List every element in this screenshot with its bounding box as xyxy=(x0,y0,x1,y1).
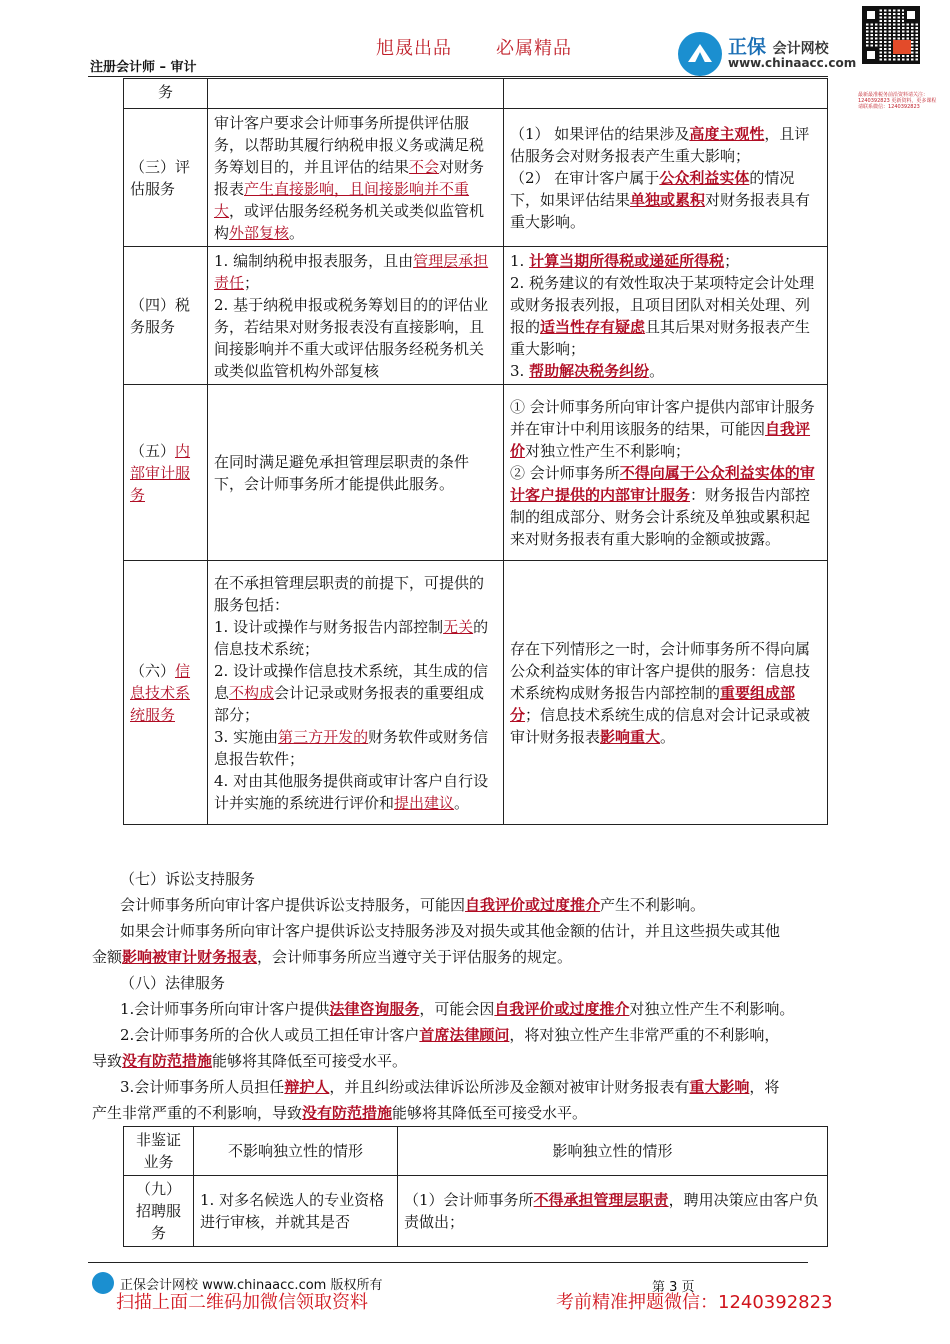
text-segment: （六） xyxy=(130,661,176,680)
text-segment: 会计记录或财务报表的重要组成部分； xyxy=(214,683,485,724)
highlight-keyword: 帮助解决税务纠纷 xyxy=(529,361,650,380)
cell-paragraph xyxy=(510,272,821,360)
body-line xyxy=(92,1100,832,1126)
service-label: 务 xyxy=(124,79,208,109)
highlight-keyword: 无关 xyxy=(443,617,474,636)
body-line xyxy=(92,970,832,996)
slogan-right: 必属精品 xyxy=(496,38,572,59)
footer-copyright: 正保会计网校 www.chinaacc.com 版权所有 xyxy=(120,1278,383,1293)
cell-paragraph xyxy=(214,451,497,495)
text-segment: （七）诉讼支持服务 xyxy=(120,870,256,888)
no-impact-cell xyxy=(208,79,504,109)
row-impact xyxy=(398,1176,828,1247)
table-row xyxy=(124,385,828,561)
header-slogan xyxy=(376,34,616,60)
body-line xyxy=(92,918,832,944)
table-row xyxy=(124,561,828,825)
row-no-impact xyxy=(194,1176,398,1247)
text-segment: 2. 税务建议的有效性取决于某项特定会计处理或财务报表列报，且项目团队对相关处理、列报的 xyxy=(510,273,815,336)
cell-paragraph xyxy=(214,660,497,726)
text-segment: 对独立性产生不利影响。 xyxy=(629,1000,795,1018)
text-segment: ，将 xyxy=(749,1078,780,1096)
services-table xyxy=(123,78,828,825)
text-segment: ，将对独立性产生非常严重的不利影响， xyxy=(509,1026,780,1044)
doc-title: 注册会计师 – 审计 xyxy=(90,60,197,75)
body-line xyxy=(92,1048,832,1074)
highlight-keyword: 没有防范措施 xyxy=(122,1052,213,1070)
table-header-row xyxy=(124,1127,828,1176)
highlight-keyword: 单独或累积 xyxy=(630,190,706,209)
text-segment: （五） xyxy=(130,441,176,460)
slogan-left: 旭晟出品 xyxy=(376,38,452,59)
no-impact-cell xyxy=(208,385,504,561)
cell-paragraph xyxy=(214,112,497,244)
body-line xyxy=(92,944,832,970)
text-segment: 如果会计师事务所向审计客户提供诉讼支持服务涉及对损失或其他金额的估计，并且这些损失或其他 xyxy=(120,922,781,940)
brand-url: www.chinaacc.com xyxy=(728,56,857,70)
cell-paragraph xyxy=(510,167,821,233)
qr-logo-badge-icon xyxy=(893,40,911,54)
text-segment: 审计客户要求会计师事务所提供评估服务，以帮助其履行纳税申报义务或满足税务筹划目的，并且评估的结果 xyxy=(214,113,485,176)
highlight-keyword: 自我评价或过度推介 xyxy=(494,1000,630,1018)
text-segment: 1. 编制纳税申报表服务，且由 xyxy=(214,251,414,270)
header-cell: 不影响独立性的情形 xyxy=(194,1127,398,1176)
service-label-text: （三）评估服务 xyxy=(130,157,191,198)
cell-paragraph xyxy=(214,770,497,814)
text-segment: 财务软件或财务信息报告软件； xyxy=(214,727,489,768)
text-segment: （八）法律服务 xyxy=(120,974,226,992)
cell-paragraph xyxy=(510,123,821,167)
text-segment: 2. 基于纳税申报或税务筹划目的的评估业务，若结果对财务报表没有直接影响，且间接影响并不重大或评估服务经税务机关或类似监管机构外部复核 xyxy=(214,295,489,380)
impact-cell xyxy=(504,561,828,825)
highlight-keyword: 提出建议 xyxy=(394,793,455,812)
text-segment: 1. xyxy=(510,251,530,270)
body-line xyxy=(92,1074,832,1100)
table-row xyxy=(124,1176,828,1247)
cell-paragraph xyxy=(404,1189,821,1233)
text-segment: 产生非常严重的不利影响，导致 xyxy=(92,1104,303,1122)
service-label xyxy=(124,247,208,385)
text-segment: ：财务报告内部控制的组成部分、财务会计系统及单独或累积起来对财务报表有重大影响的金额或披露。 xyxy=(510,485,811,548)
no-impact-cell xyxy=(208,109,504,247)
text-segment: 2.会计师事务所的合伙人或员工担任审计客户 xyxy=(120,1026,420,1044)
impact-cell xyxy=(504,385,828,561)
qr-finder-icon xyxy=(864,48,878,62)
text-segment: ，可能会因 xyxy=(419,1000,495,1018)
text-segment: ，聘用决策应由客户负责做出； xyxy=(404,1191,819,1231)
text-segment: ，并且纠纷或法律诉讼所涉及金额对被审计财务报表有 xyxy=(329,1078,690,1096)
text-segment: 在不承担管理层职责的前提下，可提供的服务包括： xyxy=(214,573,485,614)
body-line xyxy=(92,1022,832,1048)
text-segment: 1.会计师事务所向审计客户提供 xyxy=(120,1000,330,1018)
qr-finder-icon xyxy=(904,8,918,22)
body-line xyxy=(92,892,832,918)
highlight-keyword: 自我评价或过度推介 xyxy=(465,896,601,914)
qr-caption: 最新最准税务前沿资料请关注：1240392823 更新资料，更多课程请联系微信：1240392823 xyxy=(858,92,937,110)
text-segment: 2. 设计或操作信息技术系统，其生成的信息 xyxy=(214,661,489,702)
text-segment: 对财务报表具有重大影响。 xyxy=(510,190,811,231)
cell-paragraph xyxy=(214,572,497,616)
text-segment: 会计师事务所向审计客户提供诉讼支持服务，可能因 xyxy=(120,896,466,914)
text-segment: 对财务报表 xyxy=(214,157,485,198)
service-label-text: （四）税务服务 xyxy=(130,295,191,336)
no-impact-cell xyxy=(208,561,504,825)
cell-paragraph xyxy=(510,360,821,382)
highlight-keyword: 重大影响 xyxy=(689,1078,750,1096)
text-segment: 能够将其降低至可接受水平。 xyxy=(212,1052,408,1070)
text-segment: 产生不利影响。 xyxy=(600,896,706,914)
highlight-keyword: 自我评价 xyxy=(510,419,811,460)
highlight-keyword: 适当性存有疑虑 xyxy=(540,317,646,336)
text-segment: 的信息技术系统； xyxy=(214,617,489,658)
header-divider xyxy=(88,76,828,77)
table-row xyxy=(124,247,828,385)
text-segment: 金额 xyxy=(92,948,123,966)
text-segment: ；信息技术系统生成的信息对会计记录或被审计财务报表 xyxy=(510,705,811,746)
highlight-keyword: 信息技术系统服务 xyxy=(130,661,191,724)
text-segment: ① 会计师事务所向审计客户提供内部审计服务并在审计中利用该服务的结果，可能因 xyxy=(510,397,815,438)
recruit-table xyxy=(123,1126,828,1247)
text-segment: 。 xyxy=(660,727,676,746)
footer-divider xyxy=(88,1262,808,1263)
highlight-keyword: 影响被审计财务报表 xyxy=(122,948,258,966)
text-segment: 。 xyxy=(289,223,305,242)
text-segment: （2） 在审计客户属于 xyxy=(510,168,660,187)
text-segment: 在同时满足避免承担管理层职责的条件下，会计师事务所才能提供此服务。 xyxy=(214,452,470,493)
brand-name: 正保 xyxy=(728,36,767,58)
highlight-keyword: 管理层承担责任 xyxy=(214,251,489,292)
highlight-keyword: 不得承担管理层职责 xyxy=(533,1191,669,1209)
brand-logo xyxy=(678,28,858,76)
text-segment: 3. 实施由 xyxy=(214,727,279,746)
highlight-keyword: 重要组成部分 xyxy=(510,683,796,724)
highlight-keyword: 高度主观性 xyxy=(689,124,765,143)
text-segment: 对独立性产生不利影响； xyxy=(525,441,691,460)
table-row xyxy=(124,79,828,109)
text-segment: 4. 对由其他服务提供商或审计客户自行设计并实施的系统进行评价和 xyxy=(214,771,489,812)
body-line xyxy=(92,996,832,1022)
text-segment: ② 会计师事务所 xyxy=(510,463,620,482)
text-segment: （1）会计师事务所 xyxy=(404,1191,534,1209)
text-segment: 的情况下，如果评估结果 xyxy=(510,168,795,209)
text-segment: ； xyxy=(724,251,740,270)
highlight-keyword: 外部复核 xyxy=(229,223,290,242)
header-cell: 影响独立性的情形 xyxy=(398,1127,828,1176)
impact-cell xyxy=(504,109,828,247)
text-segment: ，或评估服务经税务机关或类似监管机构 xyxy=(214,201,485,242)
header-cell: 非鉴证业务 xyxy=(124,1127,194,1176)
footer-logo-icon xyxy=(92,1272,114,1294)
cell-paragraph xyxy=(510,462,821,550)
highlight-keyword: 公众利益实体 xyxy=(659,168,750,187)
highlight-keyword: 辩护人 xyxy=(284,1078,330,1096)
logo-icon xyxy=(678,32,722,76)
text-segment: ； xyxy=(244,273,260,292)
text-segment: （1） 如果评估的结果涉及 xyxy=(510,124,690,143)
page-number: 第 3 页 xyxy=(652,1280,695,1295)
highlight-keyword: 计算当期所得税或递延所得税 xyxy=(529,251,725,270)
footer-promo-right[interactable]: 考前精准押题微信：1240392823 xyxy=(556,1292,833,1313)
body-line xyxy=(92,866,832,892)
cell-paragraph xyxy=(510,638,821,748)
table-row xyxy=(124,109,828,247)
highlight-keyword: 不得向属于公众利益实体的审计客户提供的内部审计服务 xyxy=(510,463,815,504)
impact-cell xyxy=(504,247,828,385)
brand-sub: 会计网校 xyxy=(772,41,829,57)
text-segment: 存在下列情形之一时，会计师事务所不得向属公众利益实体的审计客户提供的服务：信息技术系统构成财务报告内部控制的 xyxy=(510,639,811,702)
cell-paragraph xyxy=(200,1189,391,1233)
cell-paragraph xyxy=(510,250,821,272)
footer-promo-left[interactable]: 扫描上面二维码加微信领取资料 xyxy=(116,1292,368,1313)
text-segment: 1. 对多名候选人的专业资格进行审核，并就其是否 xyxy=(200,1191,385,1231)
highlight-keyword: 内部审计服务 xyxy=(130,441,191,504)
text-segment: 且其后果对财务报表产生重大影响； xyxy=(510,317,811,358)
cell-paragraph xyxy=(214,250,497,294)
highlight-keyword: 影响重大 xyxy=(600,727,661,746)
highlight-keyword: 没有防范措施 xyxy=(302,1104,393,1122)
text-segment: 导致 xyxy=(92,1052,123,1070)
highlight-keyword: 不会 xyxy=(409,157,440,176)
text-segment: 3.会计师事务所人员担任 xyxy=(120,1078,285,1096)
text-segment: 3. xyxy=(510,361,530,380)
text-segment: 。 xyxy=(649,361,665,380)
service-label xyxy=(124,109,208,247)
highlight-keyword: 不构成 xyxy=(229,683,275,702)
service-label xyxy=(124,561,208,825)
text-segment: 能够将其降低至可接受水平。 xyxy=(392,1104,588,1122)
highlight-keyword: 第三方开发的 xyxy=(278,727,369,746)
text-segment: ，且评估服务会对财务报表产生重大影响； xyxy=(510,124,810,165)
body-paragraphs xyxy=(92,866,832,1126)
highlight-keyword: 首席法律顾问 xyxy=(419,1026,510,1044)
text-segment: ，会计师事务所应当遵守关于评估服务的规定。 xyxy=(257,948,573,966)
text-segment: 1. 设计或操作与财务报告内部控制 xyxy=(214,617,444,636)
highlight-keyword: 产生直接影响，且间接影响并不重大 xyxy=(214,179,470,220)
cell-paragraph xyxy=(214,726,497,770)
cell-paragraph xyxy=(214,294,497,382)
no-impact-cell xyxy=(208,247,504,385)
row-label: （九）招聘服务 xyxy=(124,1176,194,1247)
text-segment: 。 xyxy=(454,793,470,812)
cell-paragraph xyxy=(214,616,497,660)
impact-cell xyxy=(504,79,828,109)
highlight-keyword: 法律咨询服务 xyxy=(329,1000,420,1018)
service-label xyxy=(124,385,208,561)
qr-finder-icon xyxy=(864,8,878,22)
cell-paragraph xyxy=(510,396,821,462)
